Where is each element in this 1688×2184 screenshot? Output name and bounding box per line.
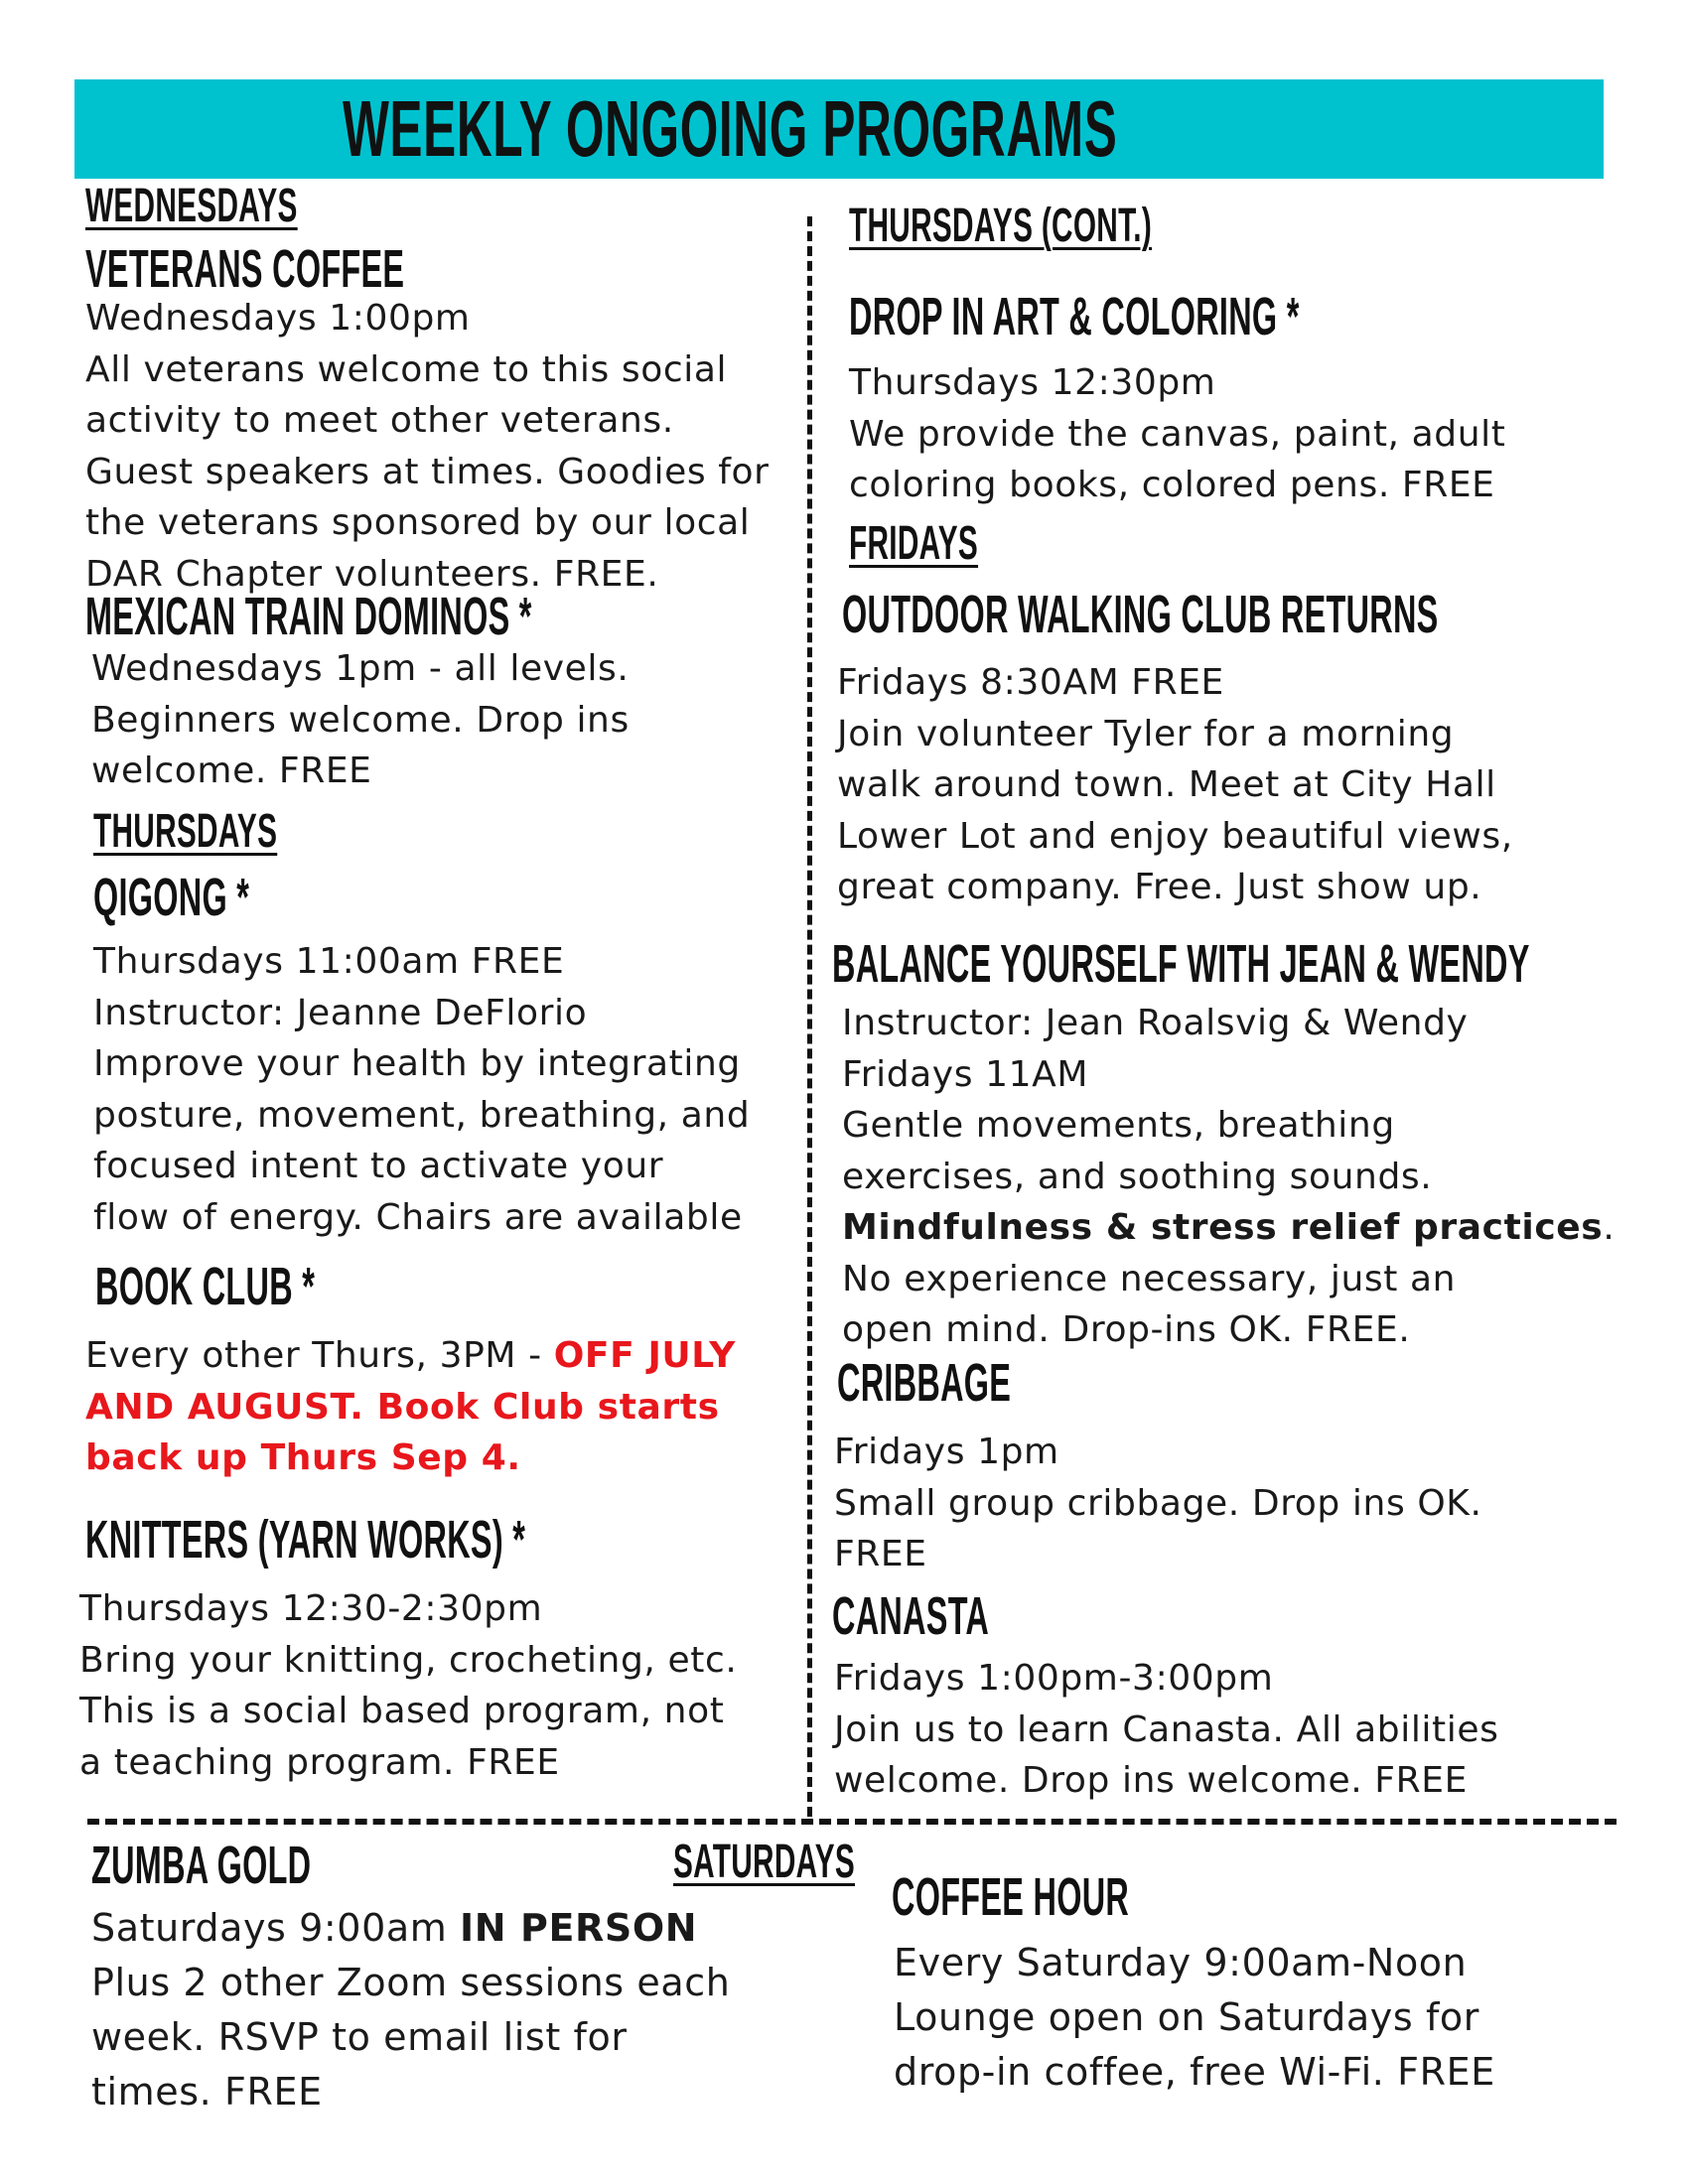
day-heading-thursdays-cont: THURSDAYS (CONT.) (849, 200, 1153, 252)
day-heading-saturdays: SATURDAYS (673, 1836, 856, 1888)
program-details-veterans-coffee: Wednesdays 1:00pm All veterans welcome to this social activity to meet other veterans. Guest speakers at times. Goodies for the veterans sponsored by our local DAR Chapter volunteers. FREE. (85, 298, 770, 595)
program-title-drop-in-art: DROP IN ART & COLORING * (849, 287, 1300, 346)
program-title-outdoor-walking-club: OUTDOOR WALKING CLUB RETURNS (842, 585, 1439, 644)
day-heading-wednesdays: WEDNESDAYS (85, 180, 298, 232)
day-heading-thursdays: THURSDAYS (93, 805, 278, 858)
program-title-knitters: KNITTERS (YARN WORKS) * (85, 1510, 526, 1570)
program-details-knitters: Thursdays 12:30-2:30pm Bring your knitting, crocheting, etc. This is a social based program, not a teaching program. FREE (79, 1588, 738, 1783)
program-title-mexican-train-dominos: MEXICAN TRAIN DOMINOS * (85, 587, 532, 646)
saturday-divider (87, 1819, 1617, 1825)
program-title-balance-yourself: BALANCE YOURSELF WITH JEAN & WENDY (832, 934, 1530, 994)
book-club-notice: OFF JULY (553, 1335, 736, 1376)
program-details-outdoor-walking-club: Fridays 8:30AM FREE Join volunteer Tyler for a morning walk around town. Meet at City Hall Lower Lot and enjoy beautiful views, great company. Free. Just show up. (837, 662, 1513, 907)
title-banner (74, 79, 1604, 179)
program-title-qigong: QIGONG * (93, 868, 250, 927)
program-title-veterans-coffee: VETERANS COFFEE (85, 239, 405, 299)
program-details-qigong: Thursdays 11:00am FREE Instructor: Jeanne DeFlorio Improve your health by integrating posture, movement, breathing, and focused intent to activate your flow of energy. Chairs are available (93, 941, 751, 1238)
day-heading-fridays: FRIDAYS (849, 517, 979, 570)
program-details-canasta: Fridays 1:00pm-3:00pm Join us to learn Canasta. All abilities welcome. Drop ins welcome. FREE (834, 1658, 1499, 1801)
program-title-book-club: BOOK CLUB * (95, 1257, 316, 1316)
program-details-coffee-hour: Every Saturday 9:00am-Noon Lounge open on Saturdays for drop-in coffee, free Wi-Fi. FREE (894, 1941, 1495, 2094)
column-divider (807, 216, 812, 1817)
program-details-drop-in-art: Thursdays 12:30pm We provide the canvas, paint, adult coloring books, colored pens. FREE (849, 362, 1506, 505)
program-title-cribbage: CRIBBAGE (837, 1353, 1012, 1413)
program-title-zumba-gold: ZUMBA GOLD (91, 1836, 312, 1895)
page-title: WEEKLY ONGOING PROGRAMS (343, 84, 1118, 173)
program-details-book-club: Every other Thurs, 3PM - OFF JULY AND AUGUST. Book Club starts back up Thurs Sep 4. (85, 1335, 736, 1478)
program-details-mexican-train-dominos: Wednesdays 1pm - all levels. Beginners welcome. Drop ins welcome. FREE (91, 648, 630, 791)
program-details-zumba-gold: Saturdays 9:00am IN PERSON Plus 2 other Zoom sessions each week. RSVP to email list for times. FREE (91, 1906, 731, 2114)
program-details-cribbage: Fridays 1pm Small group cribbage. Drop ins OK. FREE (834, 1432, 1482, 1574)
program-details-balance-yourself: Instructor: Jean Roalsvig & Wendy Fridays 11AM Gentle movements, breathing exercises, and soothing sounds. Mindfulness & stress relief practices. No experience necessary, just an open mind. Drop-ins OK. FREE. (842, 1003, 1616, 1350)
program-title-canasta: CANASTA (832, 1586, 990, 1646)
program-title-coffee-hour: COFFEE HOUR (892, 1867, 1130, 1927)
